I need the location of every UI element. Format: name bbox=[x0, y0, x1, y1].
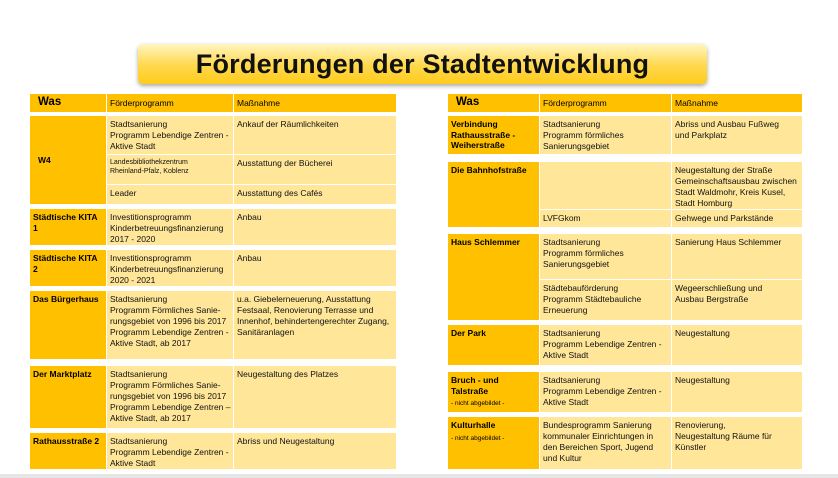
measure-cell: Abriss und Ausbau Fußweg und Parkplatz bbox=[675, 119, 779, 141]
table-row bbox=[30, 433, 396, 469]
measure-cell: Sanierung Haus Schlemmer bbox=[675, 237, 782, 247]
funding-row bbox=[540, 162, 802, 210]
measure-cell: Ausstattung des Cafés bbox=[237, 188, 323, 198]
table-row bbox=[30, 209, 396, 245]
project-name: Städtische KITA 2 bbox=[30, 250, 107, 286]
bottom-strip bbox=[0, 474, 838, 478]
project-name: Rathausstraße 2 bbox=[30, 433, 107, 469]
funding-row bbox=[107, 250, 396, 286]
measure-cell: Ankauf der Räumlichkeiten bbox=[237, 119, 339, 129]
table-row bbox=[448, 325, 802, 365]
funding-row bbox=[107, 116, 396, 155]
project-name: Das Bürgerhaus bbox=[30, 291, 107, 359]
measure-cell: u.a. Giebelerneuerung, Ausstattung Festsaal, Renovierung Terrasse und Innenhof, behindertengerechter Zugang, Sanitäranlagen bbox=[237, 294, 390, 338]
program-cell: Investitionsprogramm Kinderbetreuungsfinanzierung 2020 - 2021 bbox=[107, 250, 234, 286]
program-cell: LVFGkom bbox=[540, 210, 672, 227]
program-cell: Leader bbox=[107, 185, 234, 204]
measure-cell: Wegeerschließung und Ausbau Bergstraße bbox=[675, 283, 763, 305]
funding-row bbox=[107, 366, 396, 428]
header-measure: Maßnahme bbox=[675, 98, 718, 108]
funding-row bbox=[107, 185, 396, 204]
program-cell: Stadtsanierung Programm Lebendige Zentren - Aktive Stadt bbox=[540, 325, 672, 365]
funding-row bbox=[540, 417, 802, 469]
title-banner bbox=[138, 44, 707, 84]
project-name-cell bbox=[448, 417, 540, 469]
project-name: Der Marktplatz bbox=[30, 366, 107, 428]
measure-cell: Neugestaltung der Straße Gemeinschaftsausbau zwischen Stadt Waldmohr, Kreis Kusel, Stadt Homburg bbox=[675, 165, 797, 209]
header-program: Förderprogramm bbox=[540, 94, 672, 112]
table-row bbox=[30, 250, 396, 286]
project-name: Verbindung Rathausstraße - Weiherstraße bbox=[448, 116, 540, 154]
project-name: Bruch - und Talstraße bbox=[451, 375, 499, 396]
program-cell: Stadtsanierung Programm Förmliches Sanie- rungsgebiet von 1996 bis 2017 Programm Lebendige Zentren - Aktive Stadt, ab 2017 bbox=[107, 291, 234, 359]
funding-row bbox=[540, 372, 802, 412]
measure-cell: Neugestaltung des Platzes bbox=[237, 369, 339, 379]
project-name: Kulturhalle bbox=[451, 420, 496, 430]
program-cell: Landesbibliothekzentrum Rheinland-Pfalz, Koblenz bbox=[107, 155, 234, 184]
not-pictured-note: - nicht abgebildet - bbox=[451, 400, 505, 408]
program-cell: Bundesprogramm Sanierung kommunaler Einrichtungen in den Bereichen Sport, Jugend und Kultur bbox=[540, 417, 672, 469]
header-program: Förderprogramm bbox=[107, 94, 234, 112]
measure-cell: Abriss und Neugestaltung bbox=[237, 436, 335, 446]
table-row bbox=[448, 162, 802, 227]
measure-cell: Gehwege und Parkstände bbox=[675, 213, 774, 223]
project-name-cell bbox=[448, 372, 540, 412]
table-row bbox=[448, 116, 802, 154]
funding-row bbox=[540, 210, 802, 227]
header-was: Was bbox=[30, 94, 107, 112]
table-row bbox=[30, 366, 396, 428]
table-row bbox=[448, 234, 802, 320]
funding-row bbox=[540, 234, 802, 280]
program-cell: Stadtsanierung Programm Lebendige Zentren - Aktive Stadt bbox=[107, 433, 234, 469]
page-title: Förderungen der Stadtentwicklung bbox=[195, 48, 650, 79]
project-name: W4 bbox=[30, 116, 107, 204]
funding-row bbox=[540, 280, 802, 320]
program-cell bbox=[540, 162, 672, 209]
project-name: Haus Schlemmer bbox=[448, 234, 540, 320]
table-row bbox=[448, 372, 802, 412]
funding-row bbox=[540, 116, 802, 154]
header-measure: Maßnahme bbox=[237, 98, 280, 108]
measure-cell: Anbau bbox=[237, 253, 262, 263]
funding-row bbox=[107, 155, 396, 185]
funding-row bbox=[107, 291, 396, 359]
funding-row bbox=[107, 433, 396, 469]
project-name: Der Park bbox=[448, 325, 540, 365]
program-cell: Stadtsanierung Programm förmliches Sanierungsgebiet bbox=[540, 116, 672, 154]
measure-cell: Neugestaltung bbox=[675, 375, 730, 385]
measure-cell: Anbau bbox=[237, 212, 262, 222]
table-row bbox=[448, 417, 802, 469]
not-pictured-note: - nicht abgebildet - bbox=[451, 434, 505, 442]
measure-cell: Neugestaltung bbox=[675, 328, 730, 338]
funding-row bbox=[107, 209, 396, 245]
table-row bbox=[30, 291, 396, 359]
program-cell: Stadtsanierung Programm Lebendige Zentren - Aktive Stadt bbox=[540, 372, 672, 412]
table-header bbox=[448, 94, 802, 112]
program-cell: Stadtsanierung Programm Förmliches Sanie- rungsgebiet von 1996 bis 2017 Programm Lebendige Zentren – Aktive Stadt, ab 2017 bbox=[107, 366, 234, 428]
measure-cell: Renovierung, Neugestaltung Räume für Künstler bbox=[675, 420, 772, 453]
program-cell: Städtebauförderung Programm Städtebauliche Erneuerung bbox=[540, 280, 672, 320]
funding-row bbox=[540, 325, 802, 365]
project-name: Die Bahnhofstraße bbox=[448, 162, 540, 227]
table-header bbox=[30, 94, 396, 112]
program-cell: Investitionsprogramm Kinderbetreuungsfinanzierung 2017 - 2020 bbox=[107, 209, 234, 245]
table-row bbox=[30, 116, 396, 204]
header-was: Was bbox=[448, 94, 540, 112]
program-cell: Stadtsanierung Programm Lebendige Zentren - Aktive Stadt bbox=[107, 116, 234, 154]
project-name: Städtische KITA 1 bbox=[30, 209, 107, 245]
program-cell: Stadtsanierung Programm förmliches Sanierungsgebiet bbox=[540, 234, 672, 279]
measure-cell: Ausstattung der Bücherei bbox=[237, 158, 333, 168]
